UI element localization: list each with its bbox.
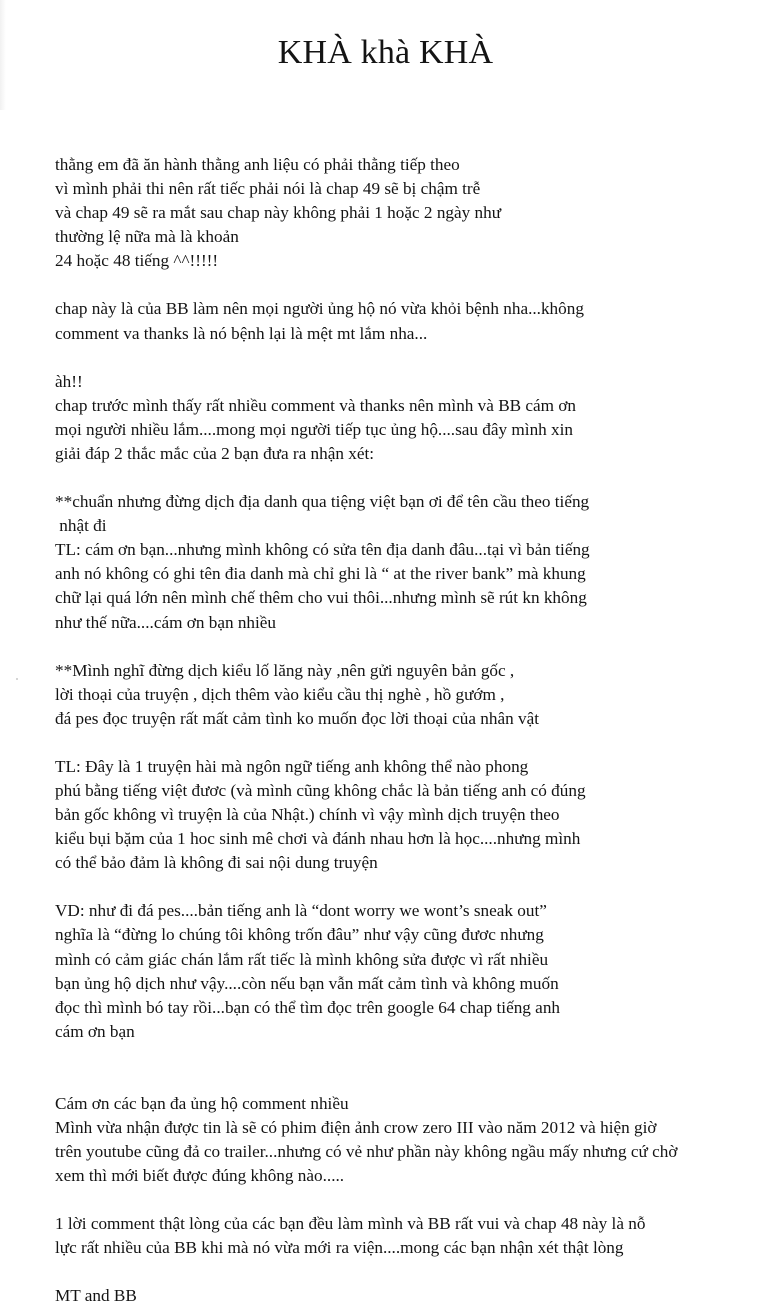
text-line: **Mình nghĩ đừng dịch kiểu lố lăng này ,nên gửi nguyên bản gốc , [55,660,515,680]
text-line: thường lệ nữa mà là khoản [55,227,239,247]
scan-speck [16,678,18,680]
paragraph-crow-zero-news [55,1092,745,1188]
text-line: 1 lời comment thật lòng của các bạn đều làm mình và BB rất vui và chap 48 này là nỗ [55,1214,646,1234]
paragraph-gap [55,346,745,370]
paragraph-gap [55,1260,745,1284]
text-line: comment va thanks là nó bệnh lại là mệt mt lắm nha... [55,323,428,343]
paragraph-answer-2 [55,755,745,875]
text-line: **chuẩn nhưng đừng dịch địa danh qua tiệng việt bạn ơi để tên cầu theo tiếng [55,492,590,512]
text-line: lời thoại của truyện , dịch thêm vào kiểu cầu thị nghè , hồ gướm , [55,684,505,704]
text-line: đọc thì mình bó tay rồi...bạn có thể tìm đọc trên google 64 chap tiếng anh [55,997,561,1017]
text-line: có thể bảo đảm là không đi sai nội dung truyện [55,853,378,873]
paragraph-closing [55,1212,745,1260]
paragraph-gap [55,1188,745,1212]
paragraph-gap [55,466,745,490]
signature [55,1284,745,1308]
text-line: 24 hoặc 48 tiếng ^^!!!!! [55,251,219,271]
text-line: xem thì mới biết được đúng không nào..... [55,1166,345,1186]
text-line: cám ơn bạn [55,1021,135,1041]
text-line: phú bằng tiếng việt đươc (và mình cũng không chắc là bản tiếng anh có đúng [55,780,586,800]
text-line: VD: như đi đá pes....bản tiếng anh là “dont worry we wont’s sneak out” [55,901,547,921]
text-line: lực rất nhiều của BB khi mà nó vừa mới ra viện....mong các bạn nhận xét thật lòng [55,1238,624,1258]
text-line: TL: cám ơn bạn...nhưng mình không có sửa tên địa danh đâu...tại vì bản tiếng [55,540,590,560]
text-line: Mình vừa nhận được tin là sẽ có phim điện ảnh crow zero III vào năm 2012 và hiện giờ [55,1118,657,1137]
paragraph-example [55,899,745,1044]
text-line: bản gốc không vì truyện là của Nhật.) chính vì vậy mình dịch truyện theo [55,805,560,825]
paragraph-question-1 [55,490,745,635]
signature-text: MT and BB [55,1286,137,1306]
text-line: chap trước mình thấy rất nhiều comment và thanks nên mình và BB cám ơn [55,395,577,415]
paragraph-gap [55,875,745,899]
paragraph-gap [55,1044,745,1092]
page-title: KHÀ khà KHÀ [277,34,494,71]
text-line: mọi người nhiều lắm....mong mọi người tiếp tục ủng hộ....sau đây mình xin [55,419,574,439]
text-line: trên youtube cũng đả co trailer...nhưng có vẻ như phần này không ngầu mấy nhưng cứ chờ [55,1142,678,1162]
text-line: thằng em đã ăn hành thằng anh liệu có phải thằng tiếp theo [55,155,460,174]
text-line: nghĩa là “đừng lo chúng tôi không trốn đâu” như vậy cũng đươc nhưng [55,925,544,945]
paragraph-gap [55,731,745,755]
translator-note-body [55,153,745,1309]
text-line: giải đáp 2 thắc mắc của 2 bạn đưa ra nhận xét: [55,443,375,463]
text-line: TL: Đây là 1 truyện hài mà ngôn ngữ tiếng anh không thể nào phong [55,756,529,776]
paragraph-gap [55,635,745,659]
paragraph-bb-note [55,297,745,345]
text-line: và chap 49 sẽ ra mắt sau chap này không phải 1 hoặc 2 ngày như [55,203,502,223]
text-line: anh nó không có ghi tên đia danh mà chỉ ghi là “ at the river bank” mà khung [55,564,586,584]
paragraph-thanks-intro [55,370,745,466]
text-line: đá pes đọc truyện rất mất cảm tình ko muốn đọc lời thoại của nhân vật [55,708,539,728]
text-line: vì mình phải thi nên rất tiếc phải nói là chap 49 sẽ bị chậm trễ [55,179,481,199]
text-line: kiểu bụi bặm của 1 hoc sinh mê chơi và đánh nhau hơn là học....nhưng mình [55,829,581,849]
text-line: chữ lại quá lớn nên mình chế thêm cho vui thôi...nhưng mình sẽ rút kn không [55,588,587,608]
text-line: như thế nữa....cám ơn bạn nhiều [55,612,277,632]
text-line: bạn ủng hộ dịch như vậy....còn nếu bạn vẫn mất cảm tình và không muốn [55,973,559,993]
text-line: chap này là của BB làm nên mọi người ủng hộ nó vừa khỏi bệnh nha...không [55,299,584,319]
text-line: nhật đi [55,516,107,536]
paragraph-gap [55,273,745,297]
text-line: àh!! [55,371,83,391]
text-line: Cám ơn các bạn đa ủng hộ comment nhiều [55,1093,349,1113]
paragraph-release-note [55,153,745,273]
paragraph-question-2 [55,659,745,731]
text-line: mình có cảm giác chán lắm rất tiếc là mình không sửa được vì rất nhiều [55,949,549,969]
